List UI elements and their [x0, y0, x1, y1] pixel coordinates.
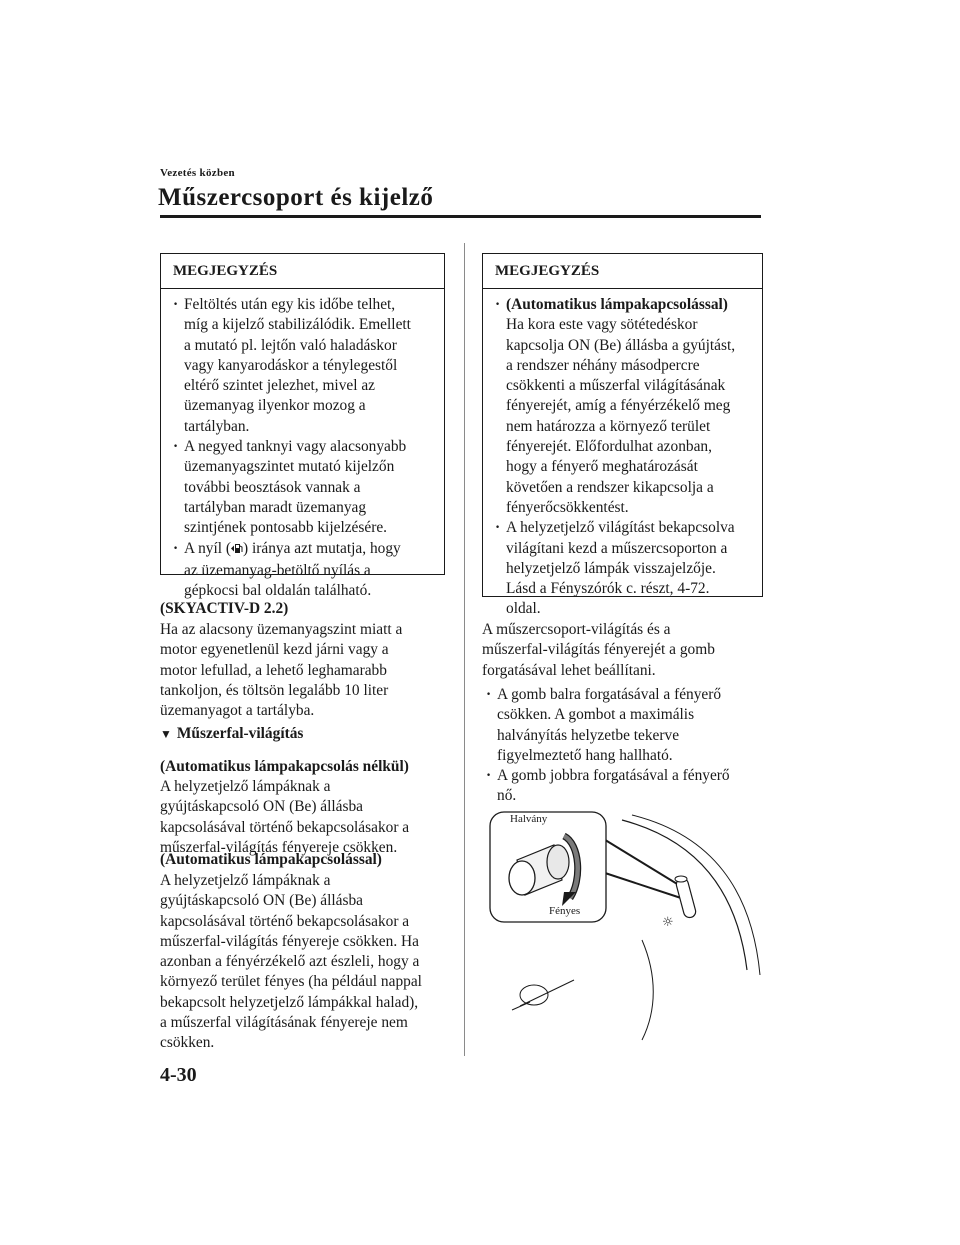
note-bullet-text-before: A nyíl (	[184, 539, 232, 557]
section-label: Vezetés közben	[160, 167, 235, 179]
bullet-dot: ·	[486, 767, 492, 785]
dimmer-intro: A műszercsoport-világítás és a műszerfal-világítás fényerejét a gomb forgatásával lehet beállítani.	[482, 621, 715, 679]
note-bullet	[169, 295, 436, 437]
dimmer-bullets	[482, 685, 762, 807]
auto-on-heading: (Automatikus lámpakapcsolással)	[160, 851, 382, 868]
bullet-dot: ·	[495, 519, 501, 537]
page-title: Műszercsoport és kijelző	[158, 184, 434, 211]
section-heading-text: Műszerfal-világítás	[176, 725, 304, 742]
note-bullet-text: A negyed tanknyi vagy alacsonyabb üzemanyagszintet mutató kijelzőn további beosztások vannak a tartályban maradt üzemanyag szintjének pontosabb kijelzésére.	[184, 438, 407, 537]
label-bright: Fényes	[549, 905, 581, 917]
section-heading	[160, 724, 303, 744]
bullet-dot: ·	[495, 296, 501, 313]
note-bullet-text: Ha kora este vagy sötétedéskor kapcsolja ON (Be) állásba a gyújtást, a rendszer néhány másodpercre csökkenti a műszerfal világításának fényerejét, amíg a fényérzékelő meg nem határozza a környező terület fényerejét. Előfordulhat azonban, hogy a fényerő meghatározását követően a rendszer kikapcsolja a fényerőcsökkentést.	[506, 316, 736, 516]
note-bullet-text: A helyzetjelző világítást bekapcsolva világítani kezd a műszercsoporton a helyzetjelző lámpák visszajelzője. Lásd a Fényszórók c. részt, 4-72. oldal.	[506, 519, 735, 618]
auto-on-text: A helyzetjelző lámpáknak a gyújtáskapcsoló ON (Be) állásba kapcsolásával történő bekapcsolásakor a műszerfal-világítás fényereje csökken. Ha azonban a fényérzékelő azt észleli, hogy a környező terület fényes (ha például nappal bekapcsolt helyzetjelző lámpákkal halad), a műszerfal világításának fényereje nem csökken.	[160, 872, 422, 1052]
note-bullet-heading: (Automatikus lámpakapcsolással)	[506, 296, 728, 313]
note-bullet	[169, 437, 436, 538]
section-marker-icon: ▼	[160, 727, 172, 741]
fuel-pump-arrow-icon	[231, 541, 243, 561]
note-bullet-text-after: ) iránya azt mutatja, hogy az üzemanyag-betöltő nyílás a gépkocsi bal oldalán található.	[184, 539, 401, 600]
note-bullet	[169, 539, 436, 602]
note-heading: MEGJEGYZÉS	[483, 254, 762, 289]
label-dim: Halvány	[510, 813, 548, 825]
column-divider	[464, 243, 465, 1056]
note-bullet	[491, 295, 754, 518]
bullet-dot: ·	[486, 686, 492, 703]
dimmer-knob-figure	[482, 800, 762, 1050]
left-note-box	[160, 253, 445, 600]
dimmer-bullet-text: A gomb balra forgatásával a fényerő csökken. A gombot a maximális halványítás helyzetbe tekerve figyelmeztető hang hallható.	[497, 686, 722, 764]
page-number: 4-30	[160, 1064, 197, 1086]
auto-off-heading: (Automatikus lámpakapcsolás nélkül)	[160, 758, 409, 775]
bullet-dot: ·	[173, 438, 179, 456]
bullet-dot: ·	[173, 539, 179, 557]
dimmer-bullet	[482, 685, 762, 766]
skyactiv-text: Ha az alacsony üzemanyagszint miatt a motor egyenetlenül kezd járni vagy a motor lefullad, a lehető leghamarabb tankoljon, és töltsön legalább 10 liter üzemanyagot a tartályba.	[160, 621, 403, 720]
note-heading: MEGJEGYZÉS	[161, 254, 444, 289]
bottom-symbol-icon	[512, 980, 574, 1010]
note-bullet	[491, 518, 754, 619]
illumination-symbol-icon	[662, 915, 674, 930]
title-rule	[160, 215, 761, 218]
skyactiv-heading: (SKYACTIV-D 2.2)	[160, 600, 289, 617]
dimmer-bullet-text: A gomb jobbra forgatásával a fényerő nő.	[497, 767, 730, 805]
svg-text:☼: ☼	[662, 915, 674, 930]
right-note-box	[482, 253, 763, 618]
auto-off-text: A helyzetjelző lámpáknak a gyújtáskapcsoló ON (Be) állásba kapcsolásával történő bekapcsolásakor a műszerfal-világítás fényereje csökken.	[160, 778, 410, 856]
note-bullet-text: Feltöltés után egy kis időbe telhet, míg a kijelző stabilizálódik. Emellett a mutató pl. lejtőn való haladáskor vagy kanyarodáskor a ténylegestől eltérő szintet jelezhet, mivel az üzemanyag ilyenkor mozog a tartályban.	[184, 296, 411, 435]
bullet-dot: ·	[173, 296, 179, 313]
